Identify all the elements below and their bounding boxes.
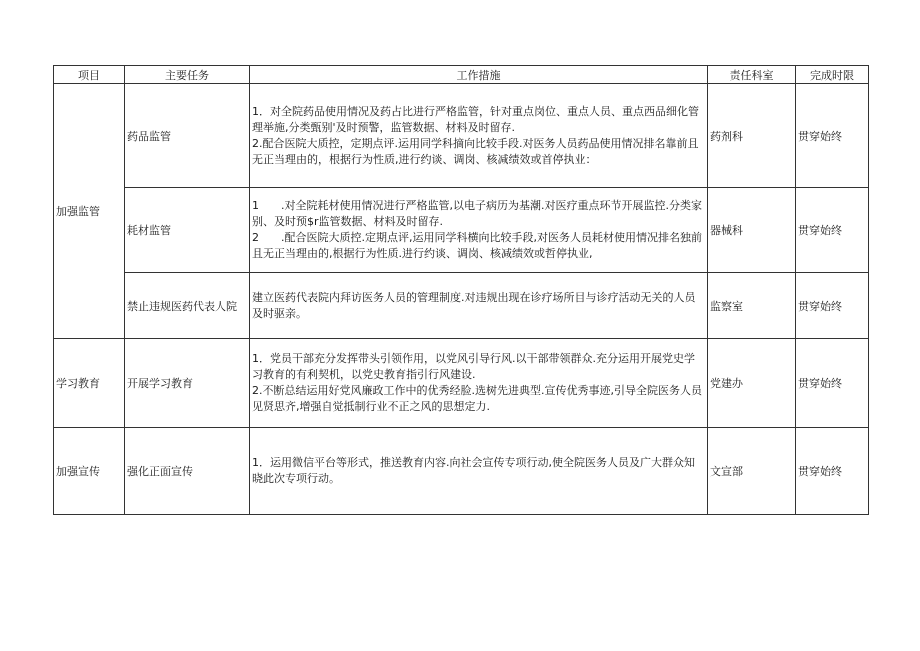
measures-cell bbox=[250, 428, 708, 515]
header-department: 责任科室 bbox=[708, 66, 796, 84]
task-cell: 药品监管 bbox=[125, 84, 250, 188]
deadline-cell: 贯穿始终 bbox=[796, 428, 869, 515]
department-cell: 党建办 bbox=[708, 339, 796, 428]
header-measures: 工作措施 bbox=[250, 66, 708, 84]
measure-line: 2 .配合医院大质控.定期点评,运用同学科横向比较手段,对医务人员耗材使用情况排名独前且无正当理由的,根据行为性质.进行约谈、调岗、核减绩效或哲停执业, bbox=[252, 231, 702, 260]
department-cell: 文宣部 bbox=[708, 428, 796, 515]
work-plan-table bbox=[53, 65, 869, 515]
deadline-cell: 贯穿始终 bbox=[796, 273, 869, 339]
measure-line: 1．党员干部充分发挥带头引领作用，以党风引导行风.以干部带领群众.充分运用开展党史学习教育的有利契机，以党史教育指引行风建设. bbox=[252, 352, 695, 381]
task-cell: 禁止违规医药代表人院 bbox=[125, 273, 250, 339]
task-cell: 强化正面宣传 bbox=[125, 428, 250, 515]
measures-cell bbox=[250, 188, 708, 273]
table-row bbox=[54, 428, 869, 515]
table-row bbox=[54, 273, 869, 339]
task-cell: 开展学习教育 bbox=[125, 339, 250, 428]
category-cell: 加强监管 bbox=[54, 84, 125, 339]
header-task: 主要任务 bbox=[125, 66, 250, 84]
measure-line: 建立医药代表院内拜访医务人员的管理制度.对违规出现在诊疗场所目与诊疗活动无关的人员及时驱亲。 bbox=[252, 290, 696, 320]
department-cell: 药剂科 bbox=[708, 84, 796, 188]
deadline-cell: 贯穿始终 bbox=[796, 84, 869, 188]
task-cell: 耗材监管 bbox=[125, 188, 250, 273]
table-row bbox=[54, 339, 869, 428]
category-cell: 加强宣传 bbox=[54, 428, 125, 515]
measure-line: 1 .对全院耗材使用情况进行严格监管,以电子病历为基潮.对医疗重点环节开展监控.分类家别、及时预$r监管数据、材料及时留存. bbox=[252, 199, 702, 228]
department-cell: 器械科 bbox=[708, 188, 796, 273]
measure-line: 2.配合医院大质控，定期点评.运用同学科摘向比较手段.对医务人员药品使用情况排名靠前且无正当理由的，根据行为性质,进行约谈、调岗、核减绩效或首停执业： bbox=[252, 136, 699, 166]
table-row bbox=[54, 84, 869, 188]
deadline-cell: 贯穿始终 bbox=[796, 339, 869, 428]
deadline-cell: 贯穿始终 bbox=[796, 188, 869, 273]
measures-cell bbox=[250, 339, 708, 428]
category-cell: 学习教育 bbox=[54, 339, 125, 428]
measure-line: 2.不断总结运用好党风廉政工作中的优秀经脸.选树先进典型.宣传优秀事迹,引导全院医务人员见贤思齐,增强自觉抵制行业不正之风的思想定力. bbox=[252, 384, 702, 413]
measure-line: 1．对全院药品使用情况及药占比进行严格监管，针对重点岗位、重点人员、重点西品细化管理举施,分类甄别'及时预警，监管数据、材料及时留存. bbox=[252, 104, 699, 134]
table-header-row bbox=[54, 66, 869, 84]
department-cell: 监察室 bbox=[708, 273, 796, 339]
measure-line: 1．运用微信平台等形式，推送教育内容.向社会宣传专项行动,使全院医务人员及广大群众知晓此次专项行动。 bbox=[252, 456, 695, 485]
header-deadline: 完成时限 bbox=[796, 66, 869, 84]
measures-cell bbox=[250, 273, 708, 339]
header-category: 项目 bbox=[54, 66, 125, 84]
measures-cell bbox=[250, 84, 708, 188]
table-row bbox=[54, 188, 869, 273]
